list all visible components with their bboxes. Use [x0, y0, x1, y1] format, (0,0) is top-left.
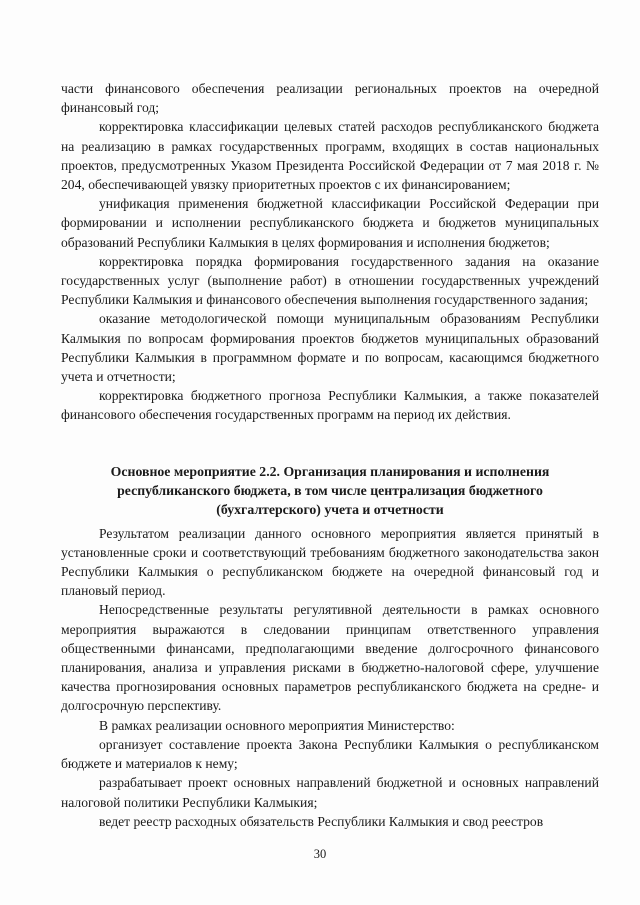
paragraph-10: организует составление проекта Закона Республики Калмыкия о республиканском бюджете и материалов к нему;	[61, 736, 599, 772]
page-number: 30	[313, 847, 327, 861]
page-body	[61, 79, 599, 831]
paragraph-5: оказание методологической помощи муниципальным образованиям Республики Калмыкия по вопросам формирования проектов бюджетов муниципальных образований Республики Калмыкия в программном формате и по вопросам, касающимся бюджетного учета и отчетности;	[61, 311, 599, 385]
paragraph-4: корректировка порядка формирования государственного задания на оказание государственных услуг (выполнение работ) в отношении государственных учреждений Республики Калмыкия и финансового обеспечения выполнения государственного задания;	[61, 253, 599, 308]
paragraph-12: ведет реестр расходных обязательств Республики Калмыкия и свод реестров	[99, 813, 544, 829]
paragraph-9: В рамках реализации основного мероприятия Министерство:	[99, 717, 455, 733]
paragraph-7: Результатом реализации данного основного мероприятия является принятый в установленные сроки и соответствующий требованиям бюджетного законодательства закон Республики Калмыкия о республиканском бюджете на очередной финансовый год и плановый период.	[61, 525, 599, 599]
paragraph-11: разрабатывает проект основных направлений бюджетной и основных направлений налоговой политики Республики Калмыкия;	[61, 775, 599, 810]
paragraph-3: унификация применения бюджетной классификации Российской Федерации при формировании и исполнении республиканского бюджета и бюджетов муниципальных образований Республики Калмыкия в целях формирования и исполнения бюджетов;	[61, 196, 599, 250]
paragraph-8: Непосредственные результаты регулятивной деятельности в рамках основного мероприятия выражаются в следовании принципам ответственного управления общественными финансами, предполагающими введение долгосрочного финансового планирования, анализа и управления рисками в бюджетно-налоговой сфере, улучшение качества прогнозирования основных параметров республиканского бюджета на средне- и долгосрочную перспективу.	[61, 602, 599, 714]
section-heading: Основное мероприятие 2.2. Организация планирования и исполнения республиканского бюджета, в том числе централизация бюджетного (бухгалтерского) учета и отчетности	[110, 463, 550, 517]
paragraph-2: корректировка классификации целевых статей расходов республиканского бюджета на реализацию в рамках государственных программ, входящих в состав национальных проектов, предусмотренных Указом Президента Российской Федерации от 7 мая 2018 г. № 204, обеспечивающей увязку приоритетных проектов с их финансированием;	[61, 119, 599, 193]
paragraph-6: корректировка бюджетного прогноза Республики Калмыкия, а также показателей финансового обеспечения государственных программ на период их действия.	[61, 388, 599, 423]
paragraph-1: части финансового обеспечения реализации региональных проектов на очередной финансовый год;	[61, 81, 599, 116]
